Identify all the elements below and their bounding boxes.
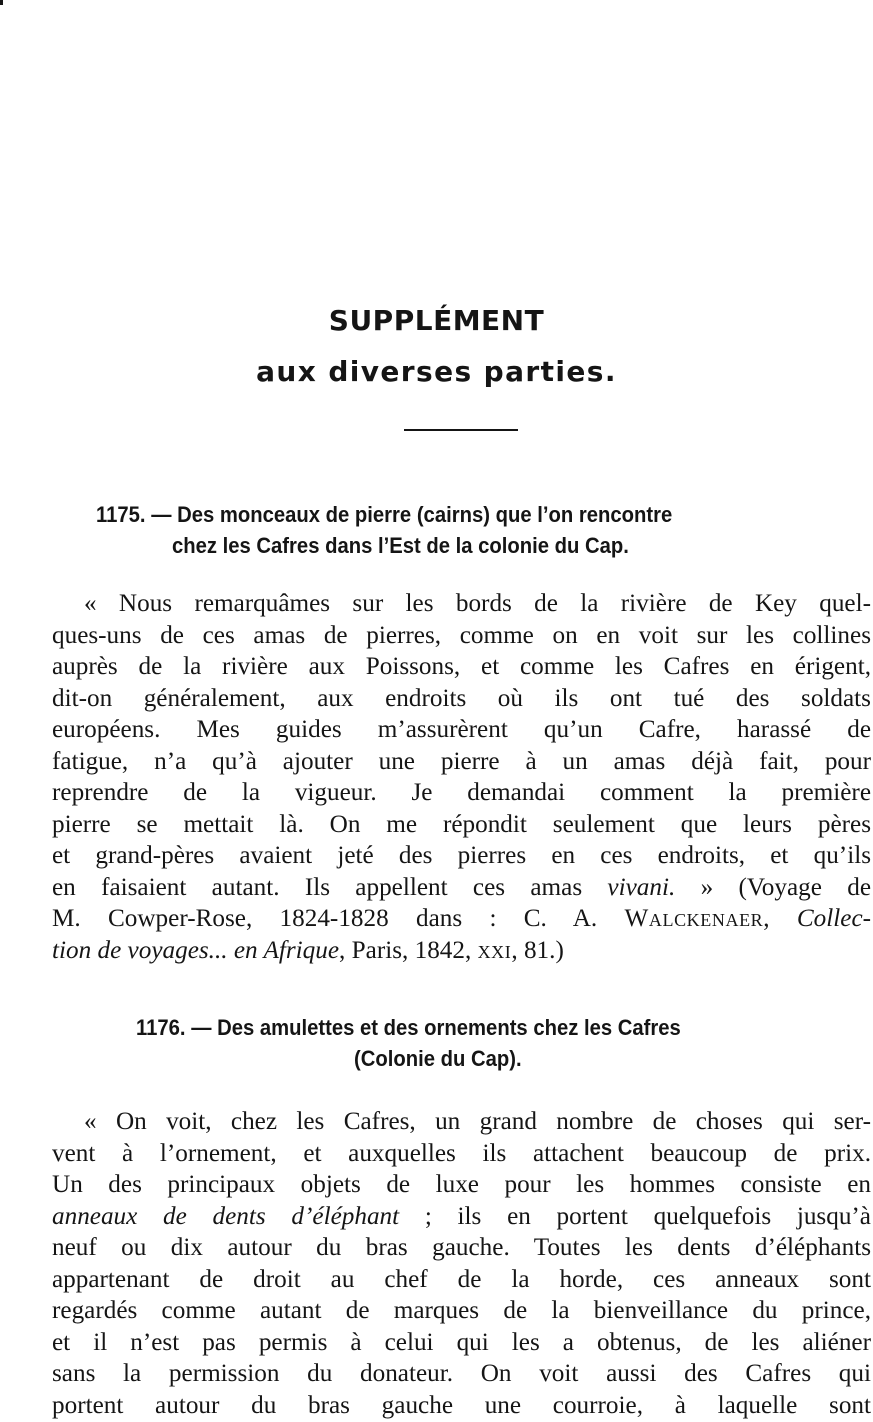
italic-term-ivory-rings: anneaux de dents d’éléphant <box>52 1202 400 1230</box>
text-line: neuf ou dix autour du bras gauche. Toutes les dents d’éléphants <box>52 1234 871 1261</box>
text-line: vent à l’ornement, et auxquelles ils attachent beaucoup de prix. <box>52 1139 871 1167</box>
text-line: tion de voyages... en Afrique, Paris, 1842, xxi, 81.) <box>52 936 564 964</box>
text-line: regardés comme autant de marques de la bienveillance du prince, <box>52 1297 871 1324</box>
text-line: anneaux de dents d’éléphant ; ils en portent quelquefois jusqu’à <box>52 1202 871 1230</box>
text-line: Un des principaux objets de luxe pour les hommes consiste en <box>52 1171 871 1198</box>
supplement-subtitle: aux diverses parties. <box>256 355 617 388</box>
book-title-part1: Collec- <box>796 905 872 932</box>
text-line: sans la permission du donateur. On voit aussi des Cafres qui <box>52 1360 871 1387</box>
section-1176-heading-line1 <box>136 1012 681 1043</box>
text-line: ques-uns de ces amas de pierres, comme on en voit sur les collines <box>52 621 871 649</box>
text-line: et il n’est pas permis à celui qui les a obtenus, de les aliéner <box>52 1328 871 1356</box>
section-1176-body <box>52 1106 871 1421</box>
text-line: pierre se mettait là. On me répondit seulement que leurs pères <box>52 810 871 838</box>
text-line: fatigue, n’a qu’à ajouter une pierre à un amas déjà fait, pour <box>52 747 871 775</box>
text-line: européens. Mes guides m’assurèrent qu’un Cafre, harassé de <box>52 716 871 743</box>
text-line: et grand-pères avaient jeté des pierres en ces endroits, et qu’ils <box>52 842 871 869</box>
text-line: appartenant de droit au chef de la horde, ces anneaux sont <box>52 1265 871 1293</box>
text-line: dit-on généralement, aux endroits où ils ont tué des soldats <box>52 684 871 712</box>
title-divider <box>404 429 518 431</box>
section-1176-number: 1176. <box>136 1015 186 1040</box>
scan-edge-mark <box>0 0 3 5</box>
section-1175-heading-line1 <box>96 499 672 530</box>
section-1175-body <box>52 588 871 966</box>
text-line: auprès de la rivière aux Poissons, et comme les Cafres en érigent, <box>52 653 871 680</box>
italic-term-vivani: vivani. <box>607 873 676 901</box>
section-1175-heading-text: — Des monceaux de pierre (cairns) que l’on rencontre <box>151 502 673 527</box>
text-line: M. Cowper-Rose, 1824-1828 dans : C. A. Walckenaer, Collec- <box>52 905 872 932</box>
text-line: en faisaient autant. Ils appellent ces amas vivani. » (Voyage de <box>52 873 871 901</box>
text-line: reprendre de la vigueur. Je demandai comment la première <box>52 779 871 806</box>
section-1176-heading-line2: (Colonie du Cap). <box>354 1046 522 1071</box>
text-line: « Nous remarquâmes sur les bords de la rivière de Key quel- <box>84 590 871 617</box>
author-walckenaer: Walckenaer <box>624 905 764 932</box>
text-line: portent autour du bras gauche une courroie, à laquelle sont <box>52 1391 871 1419</box>
section-1175-number: 1175. <box>96 502 146 527</box>
text-line: « On voit, chez les Cafres, un grand nombre de choses qui ser- <box>84 1108 871 1135</box>
book-title-part2: tion de voyages... en Afrique <box>52 936 340 964</box>
section-1175-heading-line2: chez les Cafres dans l’Est de la colonie du Cap. <box>172 533 629 558</box>
supplement-title: SUPPLÉMENT <box>328 304 545 337</box>
section-1176-heading-text: — Des amulettes et des ornements chez les Cafres <box>191 1015 681 1040</box>
volume-numeral: xxi <box>477 936 512 964</box>
